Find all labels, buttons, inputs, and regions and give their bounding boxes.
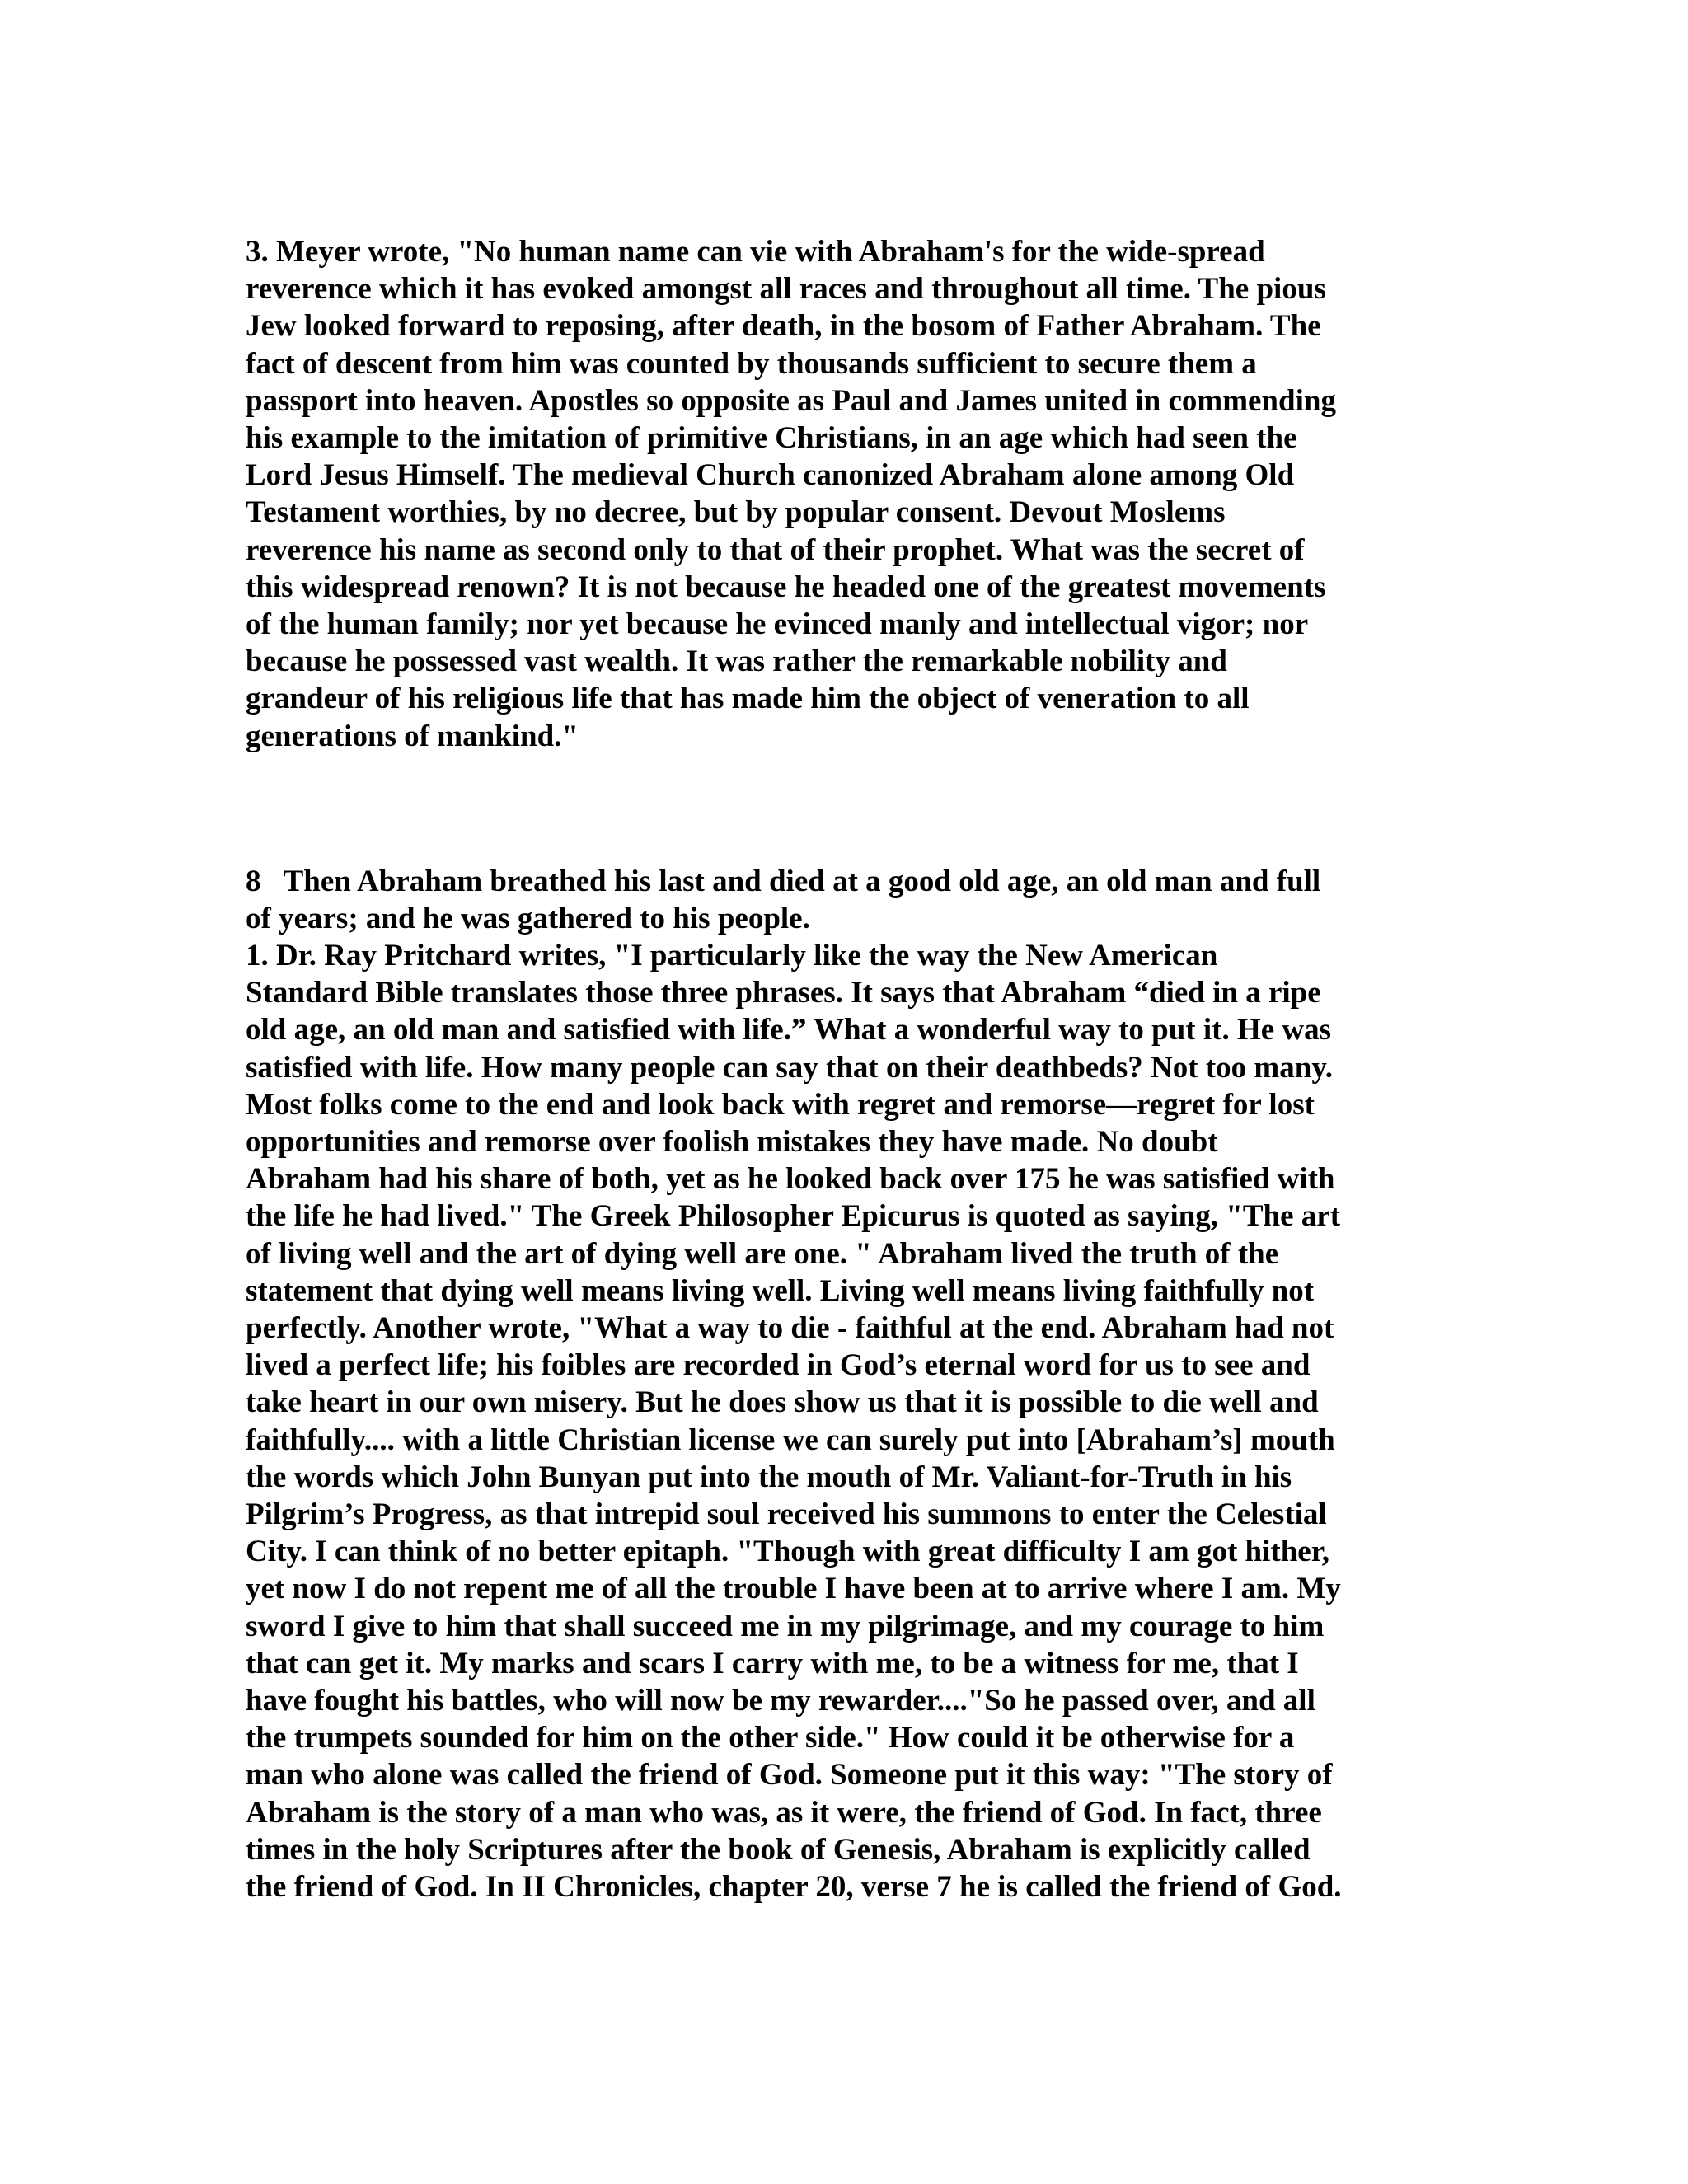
meyer-quote-paragraph: 3. Meyer wrote, "No human name can vie with Abraham's for the wide-spread reverence which it has evoked amongst all races and throughout all time. The pious Jew looked forward to reposing, after death, in the bosom of Father Abraham. The fact of descent from him was counted by thousands sufficient to secure them a passport into heaven. Apostles so opposite as Paul and James united in commending his example to the imitation of primitive Christians, in an age which had seen the Lord Jesus Himself. The medieval Church canonized Abraham alone among Old Testament worthies, by no decree, but by popular consent. Devout Moslems reverence his name as second only to that of their prophet. What was the secret of this widespread renown? It is not because he headed one of the greatest movements of the human family; nor yet because he evinced manly and intellectual vigor; nor because he possessed vast wealth. It was rather the remarkable nobility and grandeur of his religious life that has made him the object of veneration to all generations of mankind." <box>246 235 1336 753</box>
verse-8-paragraph: 8 Then Abraham breathed his last and died at a good old age, an old man and full of years; and he was gathered to his people. <box>246 865 1321 936</box>
pritchard-commentary-paragraph: 1. Dr. Ray Pritchard writes, "I particularly like the way the New American Standard Bible translates those three phrases. It says that Abraham “died in a ripe old age, an old man and satisfied with life.” What a wonderful way to put it. He was satisfied with life. How many people can say that on their deathbeds? Not too many. Most folks come to the end and look back with regret and remorse—regret for lost opportunities and remorse over foolish mistakes they have made. No doubt Abraham had his share of both, yet as he looked back over 175 he was satisfied with the life he had lived." The Greek Philosopher Epicurus is quoted as saying, "The art of living well and the art of dying well are one. " Abraham lived the truth of the statement that dying well means living well. Living well means living faithfully not perfectly. Another wrote, "What a way to die - faithful at the end. Abraham had not lived a perfect life; his foibles are recorded in God’s eternal word for us to see and take heart in our own misery. But he does show us that it is possible to die well and faithfully.... with a little Christian license we can surely put into [Abraham’s] mouth the words which John Bunyan put into the mouth of Mr. Valiant-for-Truth in his Pilgrim’s Progress, as that intrepid soul received his summons to enter the Celestial City. I can think of no better epitaph. "Though with great difficulty I am got hither, yet now I do not repent me of all the trouble I have been at to arrive where I am. My sword I give to him that shall succeed me in my pilgrimage, and my courage to him that can get it. My marks and scars I carry with me, to be a witness for me, that I have fought his battles, who will now be my rewarder...."So he passed over, and all the trumpets sounded for him on the other side." How could it be otherwise for a man who alone was called the friend of God. Someone put it this way: "The story of Abraham is the story of a man who was, as it were, the friend of God. In fact, three times in the holy Scriptures after the book of Genesis, Abraham is explicitly called the friend of God. In II Chronicles, chapter 20, verse 7 he is called the friend of God. <box>246 939 1342 1905</box>
